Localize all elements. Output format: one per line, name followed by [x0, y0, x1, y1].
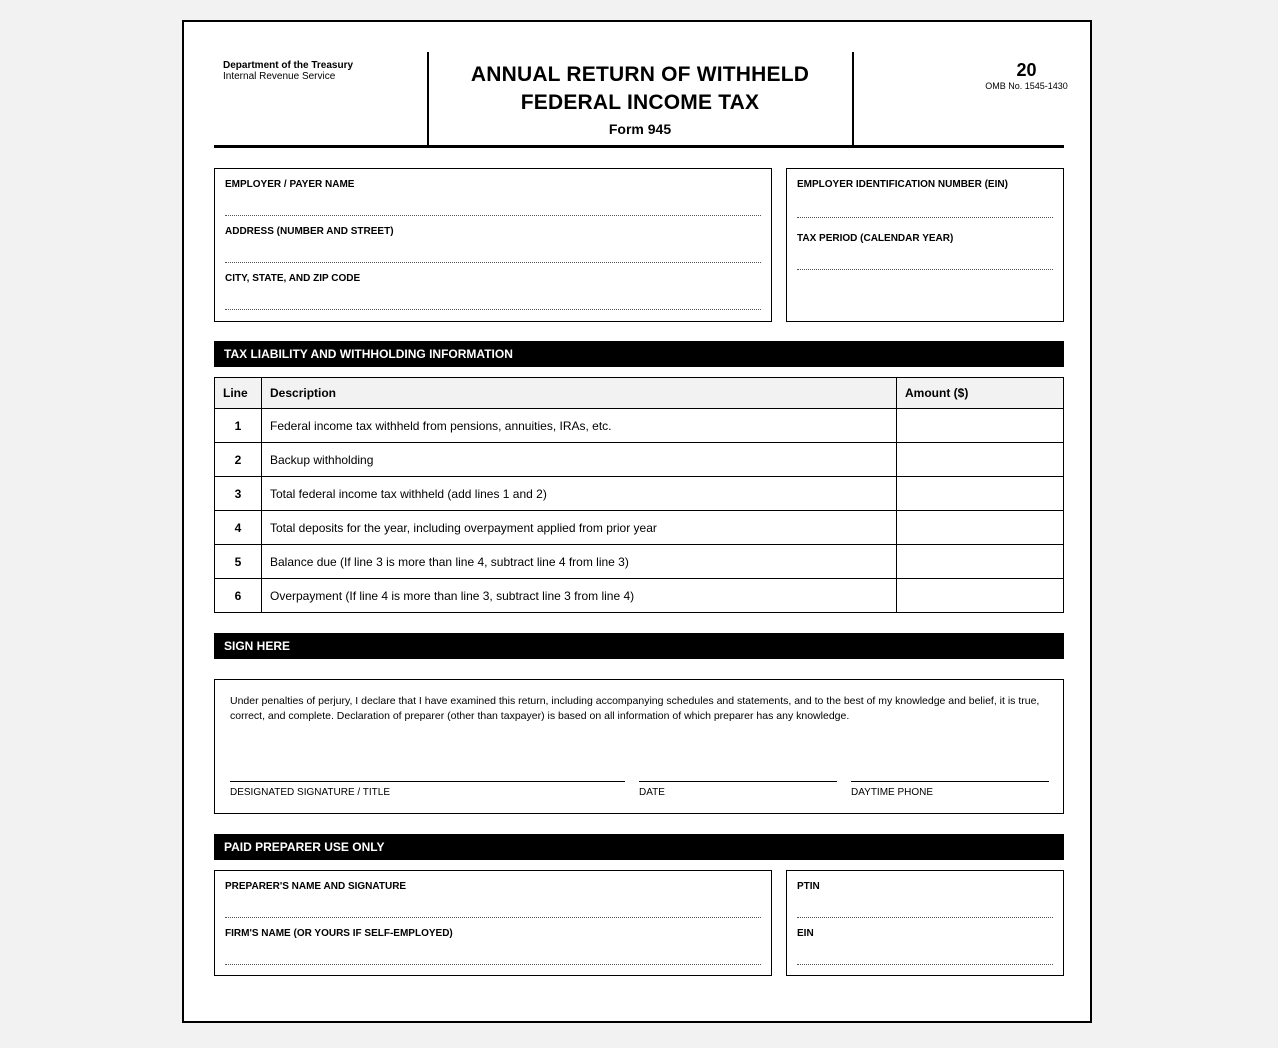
tax-year: 20	[1016, 60, 1037, 80]
form-page	[182, 20, 1092, 1023]
ptin-field[interactable]	[797, 917, 1053, 918]
firm-name-field[interactable]	[225, 964, 761, 965]
date-field[interactable]	[639, 781, 837, 782]
perjury-declaration: Under penalties of perjury, I declare that I have examined this return, including accompanying schedules and statements, and to the best of my knowledge and belief, it is true, correct, and complete. Declaration of preparer (other than taxpayer) is based on all information of which preparer has any knowledge.	[230, 695, 1040, 722]
city-state-zip-label: CITY, STATE, AND ZIP CODE	[225, 273, 361, 284]
date-label: DATE	[639, 787, 665, 798]
ein-period-box	[786, 168, 1064, 322]
col-line: Line	[215, 378, 262, 409]
form-title-block	[428, 61, 852, 137]
preparer-ein-field[interactable]	[797, 964, 1053, 965]
line-number: 4	[215, 511, 262, 545]
signature-label: DESIGNATED SIGNATURE / TITLE	[230, 787, 391, 798]
col-description: Description	[262, 378, 897, 409]
preparer-info-box	[214, 870, 772, 976]
ein-label: EMPLOYER IDENTIFICATION NUMBER (EIN)	[797, 179, 1008, 190]
signature-field[interactable]	[230, 781, 625, 782]
sign-section-header: SIGN HERE	[214, 633, 1064, 659]
address-field[interactable]	[225, 262, 761, 263]
address-label: ADDRESS (NUMBER AND STREET)	[225, 226, 394, 237]
line-number: 3	[215, 477, 262, 511]
form-number: Form 945	[608, 121, 672, 137]
amount-field-line1[interactable]	[897, 409, 1064, 443]
agency-subname: Internal Revenue Service	[223, 71, 336, 82]
preparer-name-field[interactable]	[225, 917, 761, 918]
tax-section-header: TAX LIABILITY AND WITHHOLDING INFORMATION	[214, 341, 1064, 367]
header-rule	[214, 145, 1064, 148]
city-state-zip-field[interactable]	[225, 309, 761, 310]
line-description: Backup withholding	[262, 443, 897, 477]
omb-number: OMB No. 1545-1430	[985, 81, 1068, 91]
table-row	[215, 477, 1064, 511]
amount-field-line6[interactable]	[897, 579, 1064, 613]
line-description: Overpayment (If line 4 is more than line 3, subtract line 3 from line 4)	[262, 579, 897, 613]
amount-field-line2[interactable]	[897, 443, 1064, 477]
form-title-line2: FEDERAL INCOME TAX	[520, 91, 760, 114]
agency-name: Department of the Treasury	[223, 60, 354, 71]
preparer-name-label: PREPARER'S NAME AND SIGNATURE	[225, 881, 407, 892]
employer-name-field[interactable]	[225, 215, 761, 216]
table-row	[215, 511, 1064, 545]
col-amount: Amount ($)	[897, 378, 1064, 409]
phone-label: DAYTIME PHONE	[851, 787, 934, 798]
line-description: Total federal income tax withheld (add lines 1 and 2)	[262, 477, 897, 511]
table-row	[215, 579, 1064, 613]
amount-field-line4[interactable]	[897, 511, 1064, 545]
preparer-section-header: PAID PREPARER USE ONLY	[214, 834, 1064, 860]
line-description: Federal income tax withheld from pensions, annuities, IRAs, etc.	[262, 409, 897, 443]
firm-name-label: FIRM'S NAME (OR YOURS IF SELF-EMPLOYED)	[225, 928, 453, 939]
line-number: 5	[215, 545, 262, 579]
amount-field-line3[interactable]	[897, 477, 1064, 511]
ptin-label: PTIN	[797, 881, 820, 892]
table-header-row	[215, 378, 1064, 409]
tax-period-label: TAX PERIOD (CALENDAR YEAR)	[797, 233, 954, 244]
ein-field[interactable]	[797, 217, 1053, 218]
phone-field[interactable]	[851, 781, 1049, 782]
employer-name-label: EMPLOYER / PAYER NAME	[225, 179, 355, 190]
signature-box	[214, 679, 1064, 814]
table-row	[215, 443, 1064, 477]
year-block	[944, 60, 1109, 91]
form-title-line1: ANNUAL RETURN OF WITHHELD	[470, 63, 810, 86]
line-number: 2	[215, 443, 262, 477]
agency-block	[223, 60, 353, 82]
tax-period-field[interactable]	[797, 269, 1053, 270]
table-row	[215, 409, 1064, 443]
table-row	[215, 545, 1064, 579]
amount-field-line5[interactable]	[897, 545, 1064, 579]
line-description: Balance due (If line 3 is more than line 4, subtract line 4 from line 3)	[262, 545, 897, 579]
preparer-ein-label: EIN	[797, 928, 814, 939]
line-number: 1	[215, 409, 262, 443]
preparer-id-box	[786, 870, 1064, 976]
employer-info-box	[214, 168, 772, 322]
line-description: Total deposits for the year, including overpayment applied from prior year	[262, 511, 897, 545]
tax-table	[214, 377, 1064, 613]
header-divider-right	[852, 52, 854, 146]
line-number: 6	[215, 579, 262, 613]
